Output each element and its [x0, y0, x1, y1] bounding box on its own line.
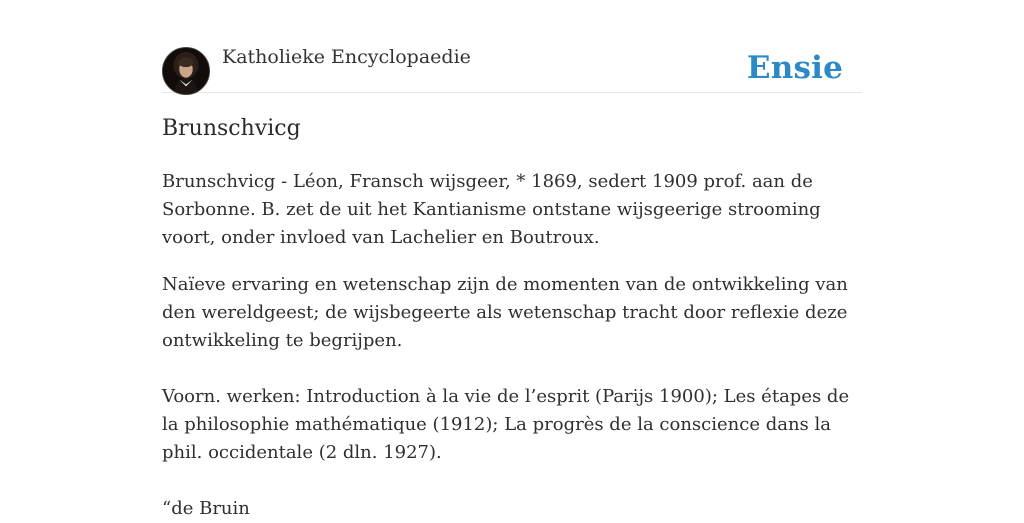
- article-paragraph: Voorn. werken: Introduction à la vie de l’esprit (Parijs 1900); Les étapes de la philosophie mathématique (1912); La progrès de la conscience dans la phil. occidentale (2 dln. 1927).: [162, 386, 850, 463]
- article-paragraph: Brunschvicg - Léon, Fransch wijsgeer, * 1869, sedert 1909 prof. aan de Sorbonne. B. zet de uit het Kantianisme ontstane wijsgeerige strooming voort, onder invloed van Lachelier en Boutroux.: [162, 171, 821, 248]
- source-header: [162, 0, 862, 93]
- page-container: [162, 0, 862, 519]
- article-paragraph: Naïeve ervaring en wetenschap zijn de momenten van de ontwikkeling van den wereldgeest; de wijsbegeerte als wetenschap tracht door reflexie deze ontwikkeling te begrijpen.: [162, 274, 848, 351]
- portrait-avatar-image: [163, 48, 209, 94]
- brand-logo[interactable]: Ensie: [746, 50, 843, 86]
- source-title[interactable]: Katholieke Encyclopaedie: [222, 46, 471, 68]
- portrait-avatar-icon[interactable]: [162, 47, 210, 95]
- author-signature: “de Bruin: [162, 498, 250, 519]
- article-body: [162, 168, 862, 523]
- page-title: Brunschvicg: [162, 116, 301, 141]
